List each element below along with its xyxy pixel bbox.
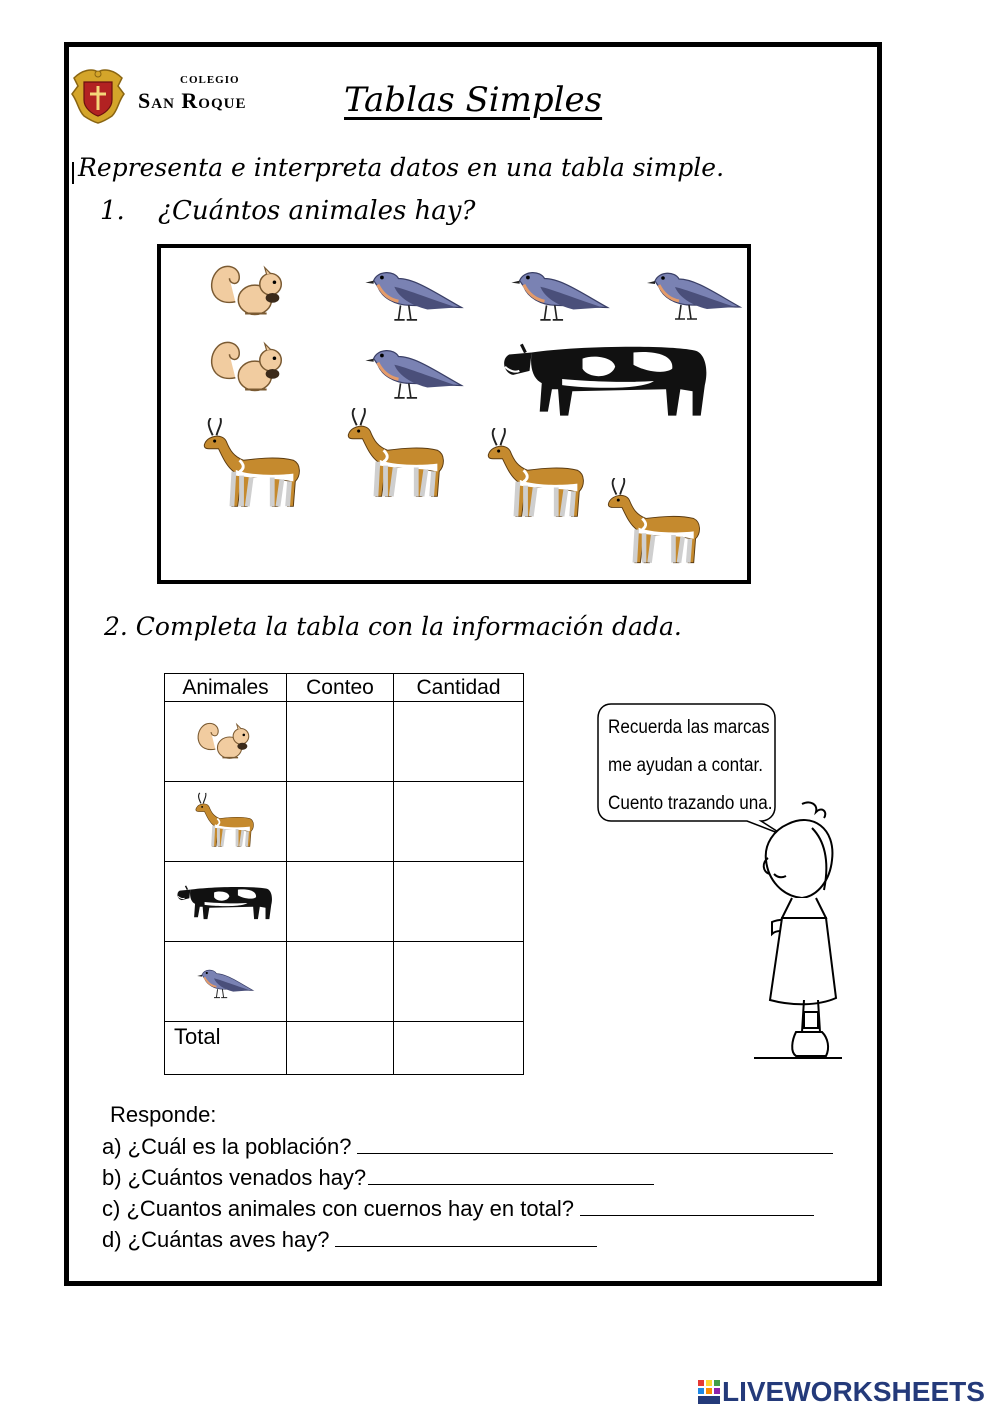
speech-line: Recuerda las marcas	[608, 717, 770, 738]
total-tally-cell[interactable]	[287, 1022, 394, 1075]
tally-cell[interactable]	[287, 942, 394, 1022]
question-c-text: c) ¿Cuantos animales con cuernos hay en total?	[102, 1196, 575, 1221]
question-a-text: a) ¿Cuál es la población?	[102, 1134, 352, 1159]
quantity-cell[interactable]	[394, 862, 524, 942]
animal-picture-scene	[161, 248, 747, 580]
tally-cell[interactable]	[287, 702, 394, 782]
header-conteo: Conteo	[287, 674, 394, 702]
total-label-cell	[165, 1022, 287, 1075]
header-animales: Animales	[165, 674, 287, 702]
animal-cell	[165, 782, 287, 862]
page-title: Tablas Simples	[344, 80, 603, 120]
bird-icon	[196, 954, 256, 1010]
table-total-row	[165, 1022, 524, 1075]
answer-blank-d[interactable]	[335, 1224, 597, 1247]
question-a	[102, 1131, 833, 1162]
question-c	[102, 1193, 833, 1224]
table-row	[165, 862, 524, 942]
bird-icon	[647, 273, 740, 319]
squirrel-icon	[194, 712, 258, 772]
tally-table	[164, 673, 524, 1075]
question-b-text: b) ¿Cuántos venados hay?	[102, 1165, 367, 1190]
quantity-cell[interactable]	[394, 702, 524, 782]
answer-blank-b[interactable]	[368, 1162, 654, 1185]
tally-cell[interactable]	[287, 782, 394, 862]
speech-line: Cuento trazando una.	[608, 793, 773, 814]
cow-icon	[176, 872, 276, 932]
deer-icon	[488, 428, 583, 516]
table-row	[165, 782, 524, 862]
animal-cell	[165, 702, 287, 782]
liveworksheets-logo-icon	[698, 1380, 720, 1406]
squirrel-icon	[212, 342, 282, 390]
deer-icon	[204, 418, 299, 506]
question-b	[102, 1162, 833, 1193]
school-logo	[68, 66, 280, 124]
speech-line: me ayudan a contar.	[608, 755, 763, 776]
header-cantidad: Cantidad	[394, 674, 524, 702]
answer-blank-c[interactable]	[580, 1193, 814, 1216]
squirrel-icon	[212, 266, 282, 314]
animal-picture-box	[157, 244, 751, 584]
question-1-number: 1.	[100, 196, 125, 226]
quantity-cell[interactable]	[394, 782, 524, 862]
total-quantity-cell[interactable]	[394, 1022, 524, 1075]
margin-mark	[72, 162, 74, 184]
table-row	[165, 702, 524, 782]
answer-blank-a[interactable]	[357, 1131, 833, 1154]
question-2: 2. Completa la tabla con la información dada.	[104, 612, 682, 641]
question-1	[100, 196, 475, 226]
animal-cell	[165, 862, 287, 942]
respond-label: Responde:	[110, 1102, 217, 1127]
total-label: Total	[174, 1024, 221, 1049]
cow-icon	[504, 344, 706, 415]
footer-brand[interactable]: LIVEWORKSHEETS	[722, 1376, 985, 1407]
speech-bubble	[597, 703, 775, 823]
school-name: San Roque	[138, 88, 247, 113]
school-crest-icon	[68, 66, 128, 124]
table-row	[165, 942, 524, 1022]
question-1-text: ¿Cuántos animales hay?	[158, 196, 476, 226]
speech-text	[608, 709, 772, 823]
girl-illustration-icon	[752, 800, 848, 1062]
deer-icon	[194, 787, 258, 857]
quantity-cell[interactable]	[394, 942, 524, 1022]
question-d-text: d) ¿Cuántas aves hay?	[102, 1227, 330, 1252]
animal-cell	[165, 942, 287, 1022]
tally-cell[interactable]	[287, 862, 394, 942]
objective-text: Representa e interpreta datos en una tabla simple.	[78, 153, 725, 182]
worksheet-frame	[64, 42, 882, 1286]
table-header-row	[165, 674, 524, 702]
bird-icon	[511, 273, 607, 320]
school-label: COLEGIO	[180, 74, 240, 86]
deer-icon	[348, 408, 443, 496]
bird-icon	[365, 273, 461, 320]
bird-icon	[365, 351, 461, 398]
question-list	[102, 1131, 833, 1255]
deer-icon	[608, 478, 699, 563]
question-d	[102, 1224, 833, 1255]
